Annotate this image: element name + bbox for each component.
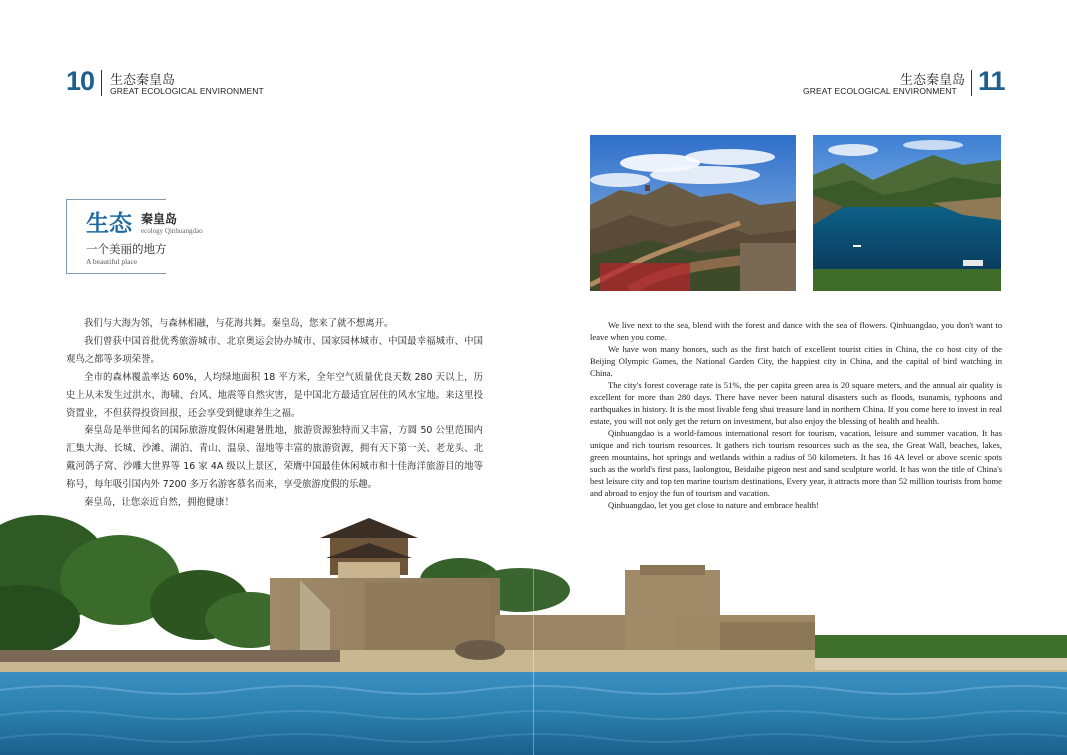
section-title-big: 生态 (86, 210, 132, 237)
cn-paragraph: 我们与大海为邻，与森林相融，与花海共舞。秦皇岛，您来了就不想离开。 (84, 318, 394, 329)
en-paragraph: We have won many honors, such as the first batch of excellent tourist cities in China, the co host city of the Beijing Olympic Games, the National Garden City, the happiest city in China, and the capital of bird watching in China. (590, 344, 1002, 378)
en-paragraph: The city's forest coverage rate is 51%, the per capita green area is 20 square meters, and the annual air quality is excellent for more than 280 days. There have never been natural disasters such as floods, tsunamis, typhoons and earthquakes in history. It is the most livable feng shui treasure land in northern China. If you come here to invest in real estate, you will not only get the return on investment, but also enjoy the blessing of health and health. (590, 380, 1002, 426)
reservoir-lake-photo (813, 135, 1001, 291)
section-title-place: 秦皇岛 (141, 212, 178, 226)
left-header-title-en: GREAT ECOLOGICAL ENVIRONMENT (110, 86, 264, 96)
great-wall-mountain-photo (590, 135, 796, 291)
left-page-number: 10 (66, 66, 95, 96)
section-title-place-en: ecology Qinhuangdao (141, 227, 203, 235)
cn-paragraph: 秦皇岛是举世闻名的国际旅游度假休闲避暑胜地，旅游资源独特而又丰富，方圆 50 公里范围内汇集大海、长城、沙滩、湖泊、青山、温泉、湿地等丰富的旅游资源，拥有天下第一关、老龙头、北戴河鸽子窝、沙雕大世界等 16 家 4A 级以上景区，荣膺中国最佳休闲城市和十佳海洋旅游目的地等称号，每年吸引国内外 7200 多万名游客慕名而来，享受旅游度假的乐趣。 (66, 425, 483, 491)
section-subtitle-en: A beautiful place (86, 257, 138, 266)
cn-paragraph: 全市的森林覆盖率达 60%，人均绿地面积 18 平方米，全年空气质量优良天数 280 天以上，历史上从未发生过洪水、海啸、台风、地震等自然灾害，是中国北方最适宜居住的风水宝地。来这里投资置业，不但获得投资回报，还会享受到健康养生之福。 (66, 371, 483, 419)
en-paragraph: Qinhuangdao is a world-famous international resort for tourism, vacation, leisure and summer vacation. It has unique and rich tourism resources. It gathers rich tourism resources such as the sea, the Great Wall, beaches, lakes, green mountains, hot springs and wetlands within a radius of 50 kilometers. It has 16 4A level or above scenic spots such as the world's first pass, laolongtou, Beidaihe pigeon nest and sand sculpture world. It has won the title of China's best leisure city and top ten marine tourism destinations, Every year, it attracts more than 52 million tourists from home and abroad to enjoy the fun of tourism and vacation. (590, 428, 1002, 498)
right-header-divider (971, 70, 972, 96)
section-subtitle: 一个美丽的地方 (86, 242, 167, 256)
left-header-title-cn: 生态秦皇岛 (110, 73, 176, 88)
chinese-body-text (66, 315, 483, 512)
right-header-title-cn: 生态秦皇岛 (900, 73, 966, 88)
great-wall-sea-panorama (0, 510, 1067, 755)
right-page-number: 11 (978, 66, 1005, 96)
right-header-title-en: GREAT ECOLOGICAL ENVIRONMENT (803, 86, 957, 96)
en-paragraph: We live next to the sea, blend with the forest and dance with the sea of flowers. Qinhuangdao, you don't want to leave when you come. (590, 320, 1002, 342)
cn-paragraph: 我们曾获中国首批优秀旅游城市、北京奥运会协办城市、国家园林城市、中国最幸福城市、中国观鸟之都等多项荣誉。 (66, 335, 483, 365)
cn-paragraph: 秦皇岛，让您亲近自然，拥抱健康！ (84, 497, 235, 509)
english-body-text (590, 319, 1002, 511)
en-paragraph: Qinhuangdao, let you get close to nature and embrace health! (608, 500, 819, 510)
left-header-divider (101, 70, 102, 96)
